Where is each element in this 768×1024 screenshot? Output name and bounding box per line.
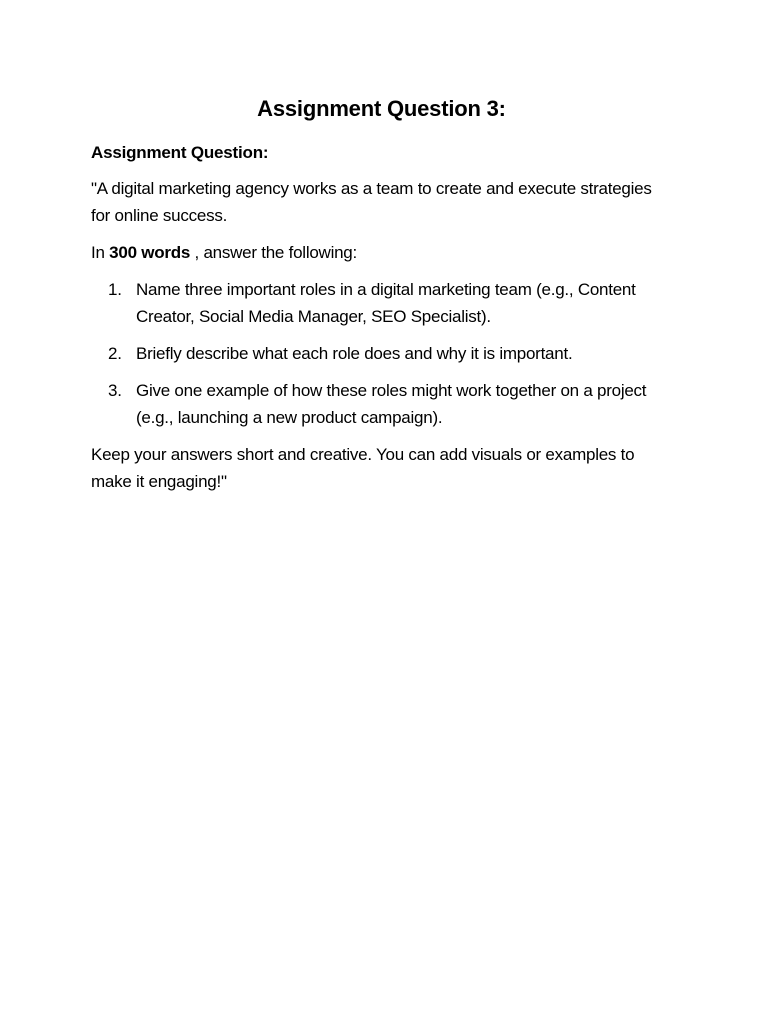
closing-paragraph: Keep your answers short and creative. You can add visuals or examples to make it engaging!" — [91, 445, 635, 491]
section-heading: Assignment Question: — [91, 143, 269, 162]
list-item-text: Give one example of how these roles might work together on a project (e.g., launching a new product campaign). — [136, 381, 647, 427]
list-item — [91, 276, 672, 330]
instruction-suffix: , answer the following: — [190, 243, 357, 262]
list-item — [91, 377, 672, 431]
instruction-prefix: In — [91, 243, 110, 262]
document-title: Assignment Question 3: — [257, 96, 506, 121]
list-item-number: 3. — [108, 381, 122, 400]
intro-paragraph: "A digital marketing agency works as a team to create and execute strategies for online success. — [91, 179, 652, 225]
list-item-number: 2. — [108, 344, 122, 363]
instruction-paragraph — [91, 239, 672, 266]
list-item — [91, 340, 672, 367]
list-item-text: Name three important roles in a digital marketing team (e.g., Content Creator, Social Media Manager, SEO Specialist). — [136, 280, 636, 326]
question-list — [91, 276, 672, 431]
word-count: 300 words — [109, 243, 191, 262]
list-item-text: Briefly describe what each role does and why it is important. — [136, 344, 573, 363]
list-item-number: 1. — [108, 280, 122, 299]
